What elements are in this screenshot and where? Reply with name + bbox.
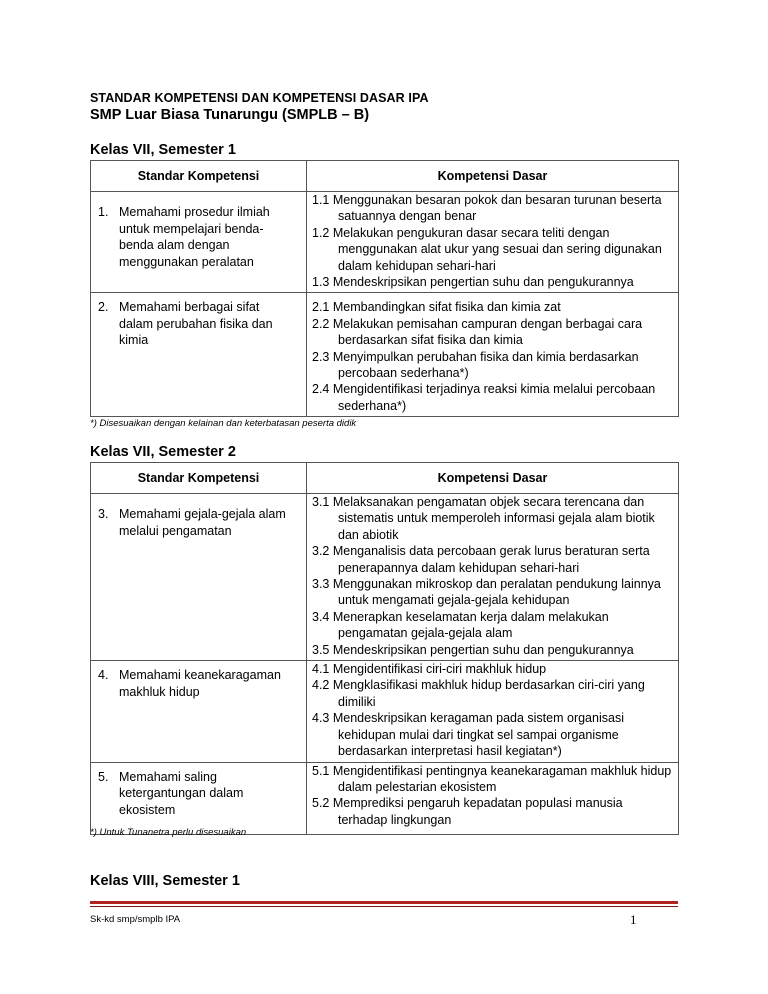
footer-rule bbox=[90, 901, 678, 904]
footer-label: Sk-kd smp/smplb IPA bbox=[90, 914, 181, 925]
column-header-sk: Standar Kompetensi bbox=[91, 463, 307, 494]
sk-number: 4. bbox=[98, 668, 109, 683]
sk-number: 2. bbox=[98, 300, 109, 315]
sk-text: Memahami keanekaragaman makhluk hidup bbox=[119, 668, 281, 699]
kd-cell bbox=[307, 762, 679, 834]
kd-item: 3.2 Menganalisis data percobaan gerak lurus beraturan serta penerapannya dalam kehidupan sehari-hari bbox=[312, 544, 650, 575]
kd-item: 3.5 Mendeskripsikan pengertian suhu dan pengukurannya bbox=[312, 642, 634, 657]
section-heading: Kelas VII, Semester 2 bbox=[90, 444, 236, 460]
kd-item: 2.4 Mengidentifikasi terjadinya reaksi kimia melalui percobaan sederhana*) bbox=[312, 382, 656, 413]
document-title: STANDAR KOMPETENSI DAN KOMPETENSI DASAR IPA bbox=[90, 91, 429, 105]
table-row bbox=[91, 762, 679, 834]
sk-number: 1. bbox=[98, 205, 109, 219]
kd-cell bbox=[307, 192, 679, 293]
sk-number: 3. bbox=[98, 507, 109, 521]
sk-cell bbox=[91, 192, 307, 293]
table-footnote: *) Untuk Tunanetra perlu disesuaikan bbox=[90, 827, 247, 838]
kd-cell bbox=[307, 293, 679, 417]
sk-cell bbox=[91, 762, 307, 834]
kd-item: 2.2 Melakukan pemisahan campuran dengan berbagai cara berdasarkan sifat fisika dan kimia bbox=[312, 316, 643, 348]
table-row bbox=[91, 293, 679, 417]
competency-table bbox=[90, 462, 679, 835]
sk-text: Memahami saling ketergantungan dalam ekosistem bbox=[119, 769, 244, 817]
sk-text: Memahami gejala-gejala alam melalui pengamatan bbox=[119, 507, 286, 538]
kd-item: 4.3 Mendeskripsikan keragaman pada sistem organisasi kehidupan mulai dari tingkat sel sampai organisme berdasarkan interpretasi hasil kegiatan*) bbox=[312, 711, 624, 759]
kd-item: 3.1 Melaksanakan pengamatan objek secara terencana dan sistematis untuk memperoleh informasi gejala alam biotik dan abiotik bbox=[312, 495, 655, 542]
competency-table bbox=[90, 160, 679, 417]
kd-item: 2.1 Membandingkan sifat fisika dan kimia zat bbox=[312, 300, 561, 315]
sk-cell bbox=[91, 494, 307, 661]
table-row bbox=[91, 192, 679, 293]
kd-item: 4.1 Mengidentifikasi ciri-ciri makhluk hidup bbox=[312, 662, 547, 677]
table-header-row bbox=[91, 161, 679, 192]
kd-cell bbox=[307, 661, 679, 762]
kd-item: 1.1 Menggunakan besaran pokok dan besaran turunan beserta satuannya dengan benar bbox=[312, 193, 662, 224]
table-footnote: *) Disesuaikan dengan kelainan dan keterbatasan peserta didik bbox=[90, 418, 357, 429]
document-subtitle: SMP Luar Biasa Tunarungu (SMPLB – B) bbox=[90, 107, 370, 123]
column-header-kd: Kompetensi Dasar bbox=[307, 161, 679, 192]
sk-number: 5. bbox=[98, 769, 109, 784]
column-header-sk: Standar Kompetensi bbox=[91, 161, 307, 192]
sk-text: Memahami berbagai sifat dalam perubahan fisika dan kimia bbox=[119, 300, 273, 348]
table-row bbox=[91, 494, 679, 661]
table-header-row bbox=[91, 463, 679, 494]
page-number: 1 bbox=[630, 912, 637, 927]
kd-cell bbox=[307, 494, 679, 661]
column-header-kd: Kompetensi Dasar bbox=[307, 463, 679, 494]
sk-text: Memahami prosedur ilmiah untuk mempelajari benda-benda alam dengan menggunakan peralatan bbox=[119, 205, 270, 269]
kd-item: 1.3 Mendeskripsikan pengertian suhu dan pengukurannya bbox=[312, 275, 634, 290]
kd-item: 3.3 Menggunakan mikroskop dan peralatan pendukung lainnya untuk mengamati gejala-gejala kehidupan bbox=[312, 577, 661, 608]
section-heading: Kelas VII, Semester 1 bbox=[90, 142, 236, 158]
sk-cell bbox=[91, 293, 307, 417]
kd-item: 5.2 Memprediksi pengaruh kepadatan populasi manusia terhadap lingkungan bbox=[312, 796, 623, 827]
kd-item: 3.4 Menerapkan keselamatan kerja dalam melakukan pengamatan gejala-gejala alam bbox=[312, 609, 609, 641]
kd-item: 1.2 Melakukan pengukuran dasar secara teliti dengan menggunakan alat ukur yang sesuai dan sering digunakan dalam kehidupan sehari-hari bbox=[312, 225, 662, 273]
kd-item: 4.2 Mengklasifikasi makhluk hidup berdasarkan ciri-ciri yang dimiliki bbox=[312, 678, 645, 709]
kd-item: 5.1 Mengidentifikasi pentingnya keanekaragaman makhluk hidup dalam pelestarian ekosistem bbox=[312, 763, 672, 794]
footer-rule-thin bbox=[90, 906, 678, 907]
sk-cell bbox=[91, 661, 307, 762]
table-row bbox=[91, 661, 679, 762]
kd-item: 2.3 Menyimpulkan perubahan fisika dan kimia berdasarkan percobaan sederhana*) bbox=[312, 349, 639, 381]
section-heading: Kelas VIII, Semester 1 bbox=[90, 873, 240, 889]
